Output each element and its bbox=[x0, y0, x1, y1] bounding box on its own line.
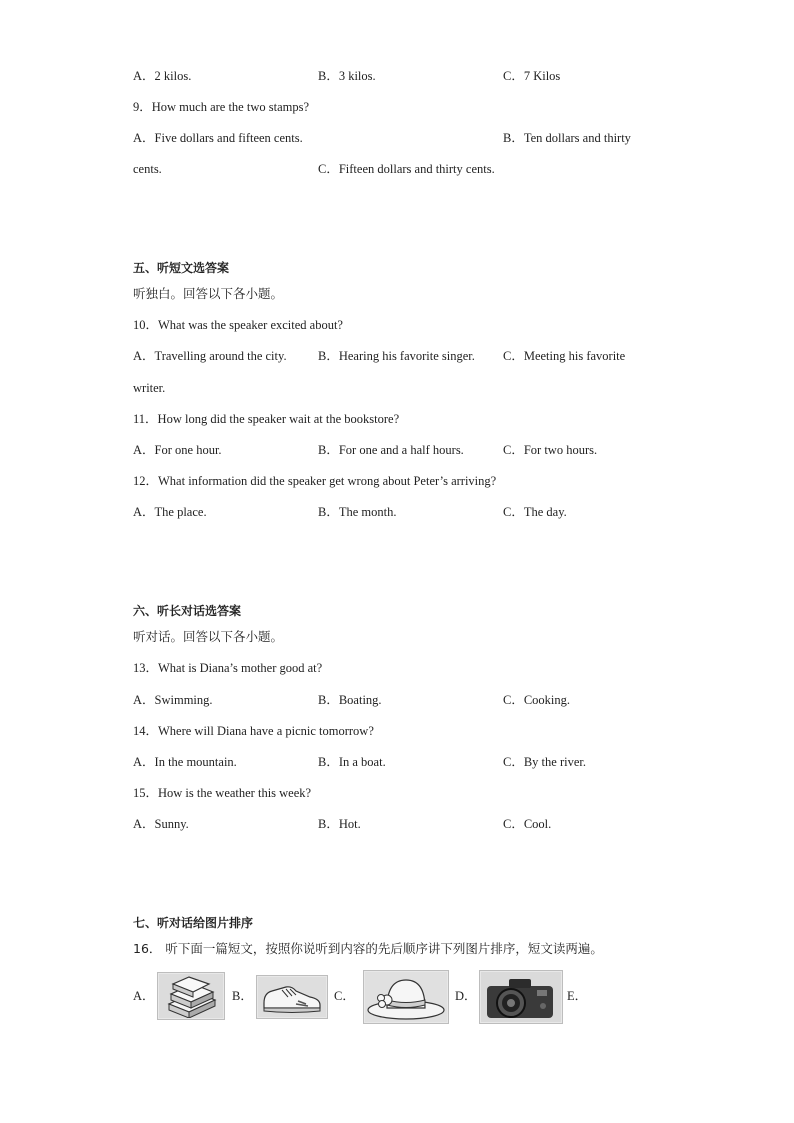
q11-option-b: B．For one and a half hours. bbox=[318, 443, 464, 457]
q16-label-e: E． bbox=[567, 989, 588, 1003]
q14-option-a: A．In the mountain. bbox=[133, 755, 237, 769]
q10-option-a: A．Travelling around the city. bbox=[133, 349, 287, 363]
q12-option-a: A．The place. bbox=[133, 505, 207, 519]
q15-option-c: C．Cool. bbox=[503, 817, 552, 831]
section7-heading: 七、听对话给图片排序 bbox=[133, 916, 254, 930]
q10-option-c: C．Meeting his favorite bbox=[503, 349, 626, 363]
camera-icon bbox=[479, 970, 563, 1024]
q15-question: 15．How is the weather this week? bbox=[133, 786, 312, 800]
q12-question: 12．What information did the speaker get wrong about Peter’s arriving? bbox=[133, 474, 497, 488]
section5-heading: 五、听短文选答案 bbox=[133, 261, 230, 275]
section5-instruction: 听独白。回答以下各小题。 bbox=[133, 286, 284, 301]
hat-icon bbox=[363, 970, 449, 1024]
q16-label-b: B． bbox=[232, 989, 253, 1003]
q16-label-c: C． bbox=[334, 989, 355, 1003]
q13-option-c: C．Cooking. bbox=[503, 693, 571, 707]
q9-option-b-cont: cents. bbox=[133, 162, 162, 176]
q11-option-a: A．For one hour. bbox=[133, 443, 222, 457]
q9-option-b: B．Ten dollars and thirty bbox=[503, 131, 631, 145]
q11-option-c: C．For two hours. bbox=[503, 443, 598, 457]
q10-option-b: B．Hearing his favorite singer. bbox=[318, 349, 475, 363]
q9-question: 9．How much are the two stamps? bbox=[133, 100, 310, 114]
section6-instruction: 听对话。回答以下各小题。 bbox=[133, 629, 284, 644]
q8-option-b: B．3 kilos. bbox=[318, 69, 376, 83]
books-icon bbox=[157, 972, 225, 1020]
q13-question: 13．What is Diana’s mother good at? bbox=[133, 661, 323, 675]
q10-option-c-cont: writer. bbox=[133, 381, 166, 395]
sneaker-icon bbox=[256, 975, 328, 1019]
q8-option-a: A．2 kilos. bbox=[133, 69, 192, 83]
q14-question: 14．Where will Diana have a picnic tomorrow? bbox=[133, 724, 374, 738]
q16-label-d: D． bbox=[455, 989, 477, 1003]
q13-option-b: B．Boating. bbox=[318, 693, 382, 707]
q9-option-a: A．Five dollars and fifteen cents. bbox=[133, 131, 303, 145]
section6-heading: 六、听长对话选答案 bbox=[133, 604, 242, 618]
q12-option-c: C．The day. bbox=[503, 505, 567, 519]
q16-question: 16． 听下面一篇短文，按照你说听到内容的先后顺序讲下列图片排序，短文读两遍。 bbox=[133, 941, 603, 956]
q14-option-b: B．In a boat. bbox=[318, 755, 386, 769]
q13-option-a: A．Swimming. bbox=[133, 693, 213, 707]
q11-question: 11．How long did the speaker wait at the bookstore? bbox=[133, 412, 400, 426]
q10-question: 10．What was the speaker excited about? bbox=[133, 318, 343, 332]
q14-option-c: C．By the river. bbox=[503, 755, 586, 769]
q16-label-a: A． bbox=[133, 989, 155, 1003]
q8-option-c: C．7 Kilos bbox=[503, 69, 561, 83]
q15-option-b: B．Hot. bbox=[318, 817, 361, 831]
q12-option-b: B．The month. bbox=[318, 505, 397, 519]
q15-option-a: A．Sunny. bbox=[133, 817, 189, 831]
q9-option-c: C．Fifteen dollars and thirty cents. bbox=[318, 162, 495, 176]
